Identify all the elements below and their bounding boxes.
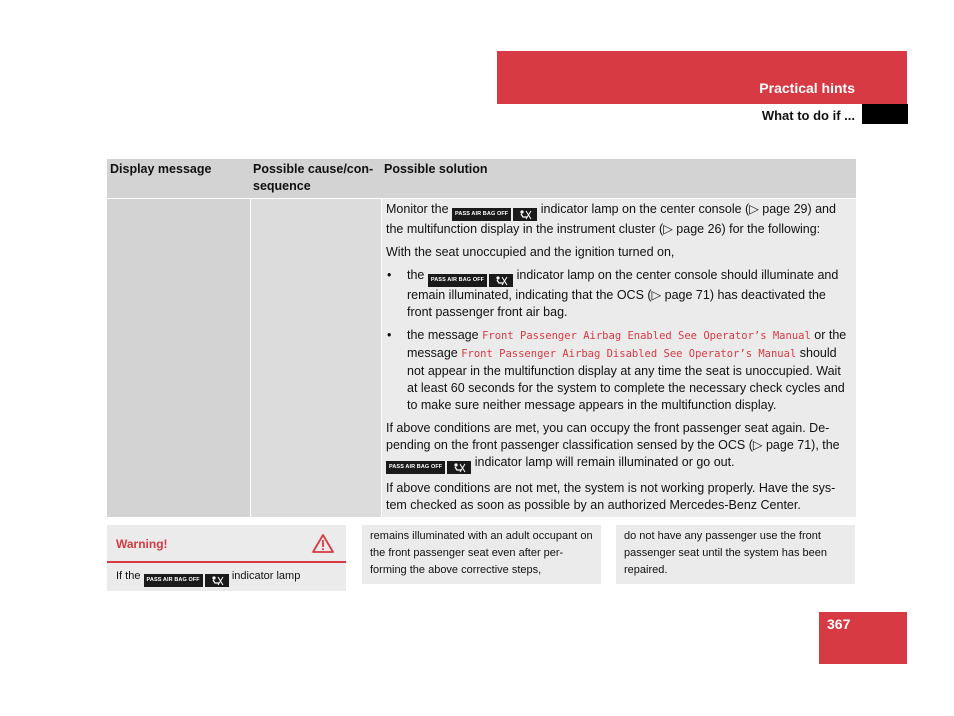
- passenger-airbag-off-indicator: [428, 274, 513, 287]
- display-message-text: Front Passenger Airbag Disabled See Operator’s Manual: [461, 348, 797, 360]
- page-number: 367: [827, 616, 851, 632]
- header-possible-solution: Possible solution: [384, 162, 488, 176]
- text-span: If above conditions are met, you can occupy the front passenger seat again. De- pending on the front passenger classification sensed by the OCS (▷ page 71), the: [386, 421, 840, 452]
- text-span: Monitor the: [386, 202, 449, 216]
- warning-title: Warning!: [116, 537, 168, 551]
- display-message-text: Front Passenger Airbag Enabled See Operator’s Manual: [482, 330, 811, 342]
- page-number-box: [819, 612, 907, 664]
- possible-cause-cell: [251, 199, 381, 517]
- solution-paragraph: [386, 201, 852, 238]
- pass-airbag-off-label: PASS AIR BAG OFF: [144, 574, 203, 587]
- text-span: indicator lamp on the center console should illuminate and remain illuminated, indicating that the OCS (▷ page 71) has deactivated the front passenger front air bag.: [407, 268, 839, 319]
- header-band: [497, 51, 907, 104]
- passenger-airbag-off-icon: [513, 208, 537, 221]
- text-span: indicator lamp on the center console (▷ page 29) and the multifunction display in the instrument cluster (▷ page 26) for the following:: [386, 202, 836, 236]
- header-display-message: Display message: [110, 162, 212, 176]
- text-span: or the message: [407, 328, 847, 360]
- passenger-airbag-off-icon: [447, 461, 471, 474]
- warning-text: [116, 570, 300, 587]
- warning-continued-text: remains illuminated with an adult occupant on the front passenger seat even after per- forming the above corrective steps,: [362, 525, 601, 584]
- warning-continued-text: do not have any passenger use the front passenger seat until the system has been repaired.: [616, 525, 855, 584]
- passenger-airbag-off-icon: [205, 574, 229, 587]
- passenger-airbag-off-indicator: [452, 208, 537, 221]
- passenger-airbag-off-icon: [489, 274, 513, 287]
- list-item-text: [407, 327, 852, 414]
- solution-paragraph: With the seat unoccupied and the ignition turned on,: [386, 245, 675, 259]
- text-span: the message: [407, 328, 479, 342]
- section-title: Practical hints: [759, 80, 855, 96]
- chapter-tab: [862, 104, 908, 124]
- bullet-icon: •: [387, 268, 392, 282]
- display-message-cell: [107, 199, 250, 517]
- solution-paragraph: If above conditions are not met, the system is not working properly. Have the sys- tem checked as soon as possible by an authorized Mercedes-Benz Center.: [386, 481, 836, 512]
- subsection-title: What to do if ...: [761, 108, 855, 123]
- pass-airbag-off-label: PASS AIR BAG OFF: [428, 274, 487, 287]
- bullet-icon: •: [387, 328, 392, 342]
- list-item: [386, 267, 852, 321]
- warning-box: [107, 525, 346, 591]
- table-row: [107, 199, 856, 517]
- warning-triangle-icon: [312, 534, 334, 558]
- text-span: indicator lamp will remain illuminated or go out.: [474, 455, 735, 469]
- text-span: If the: [116, 570, 141, 582]
- text-span: the: [407, 268, 425, 282]
- text-span: indicator lamp: [231, 570, 301, 582]
- table-header-row: [107, 159, 856, 198]
- warning-header: [107, 525, 346, 563]
- solution-paragraph: [386, 420, 852, 474]
- text-span: should not appear in the multifunction display at any time the seat is unoccupied. Wait at least 60 seconds for the system to complete the necessary check cycles and to make sure neither message appears in the multifunction display.: [407, 346, 845, 412]
- pass-airbag-off-label: PASS AIR BAG OFF: [452, 208, 511, 221]
- troubleshooting-table: [107, 159, 856, 517]
- list-item-text: [407, 267, 852, 321]
- passenger-airbag-off-indicator: [144, 574, 229, 587]
- passenger-airbag-off-indicator: [386, 461, 471, 474]
- pass-airbag-off-label: PASS AIR BAG OFF: [386, 461, 445, 474]
- list-item: [386, 327, 852, 414]
- solution-cell: [382, 199, 856, 517]
- header-possible-cause: Possible cause/con- sequence: [253, 162, 374, 193]
